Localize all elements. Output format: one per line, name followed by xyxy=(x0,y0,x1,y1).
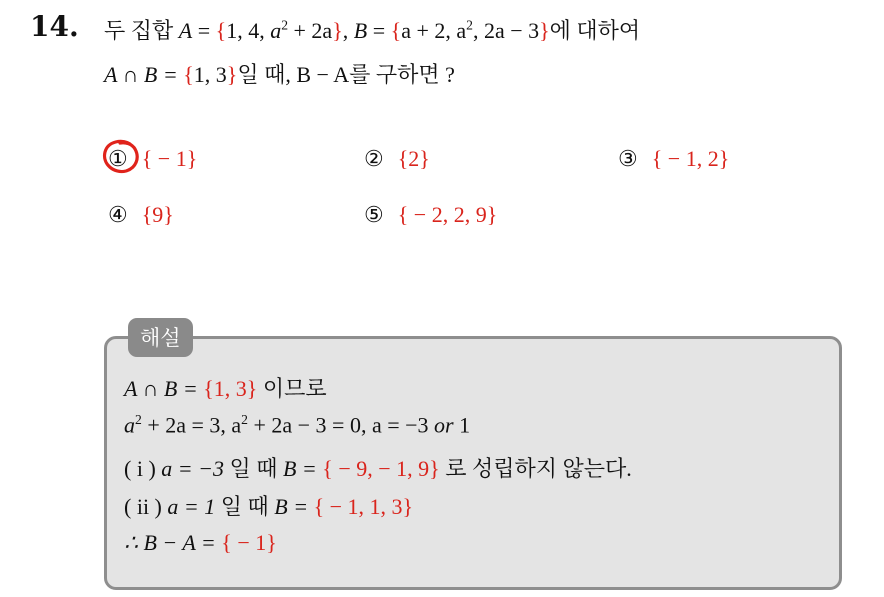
case-label: ( i ) xyxy=(124,456,162,481)
solution-line-2 xyxy=(124,412,470,438)
intersection-expr: A ∩ B = xyxy=(104,62,184,87)
equals: = xyxy=(192,18,216,43)
case-condition: a = −3 xyxy=(161,456,224,481)
solution-text: 로 성립하지 않는다. xyxy=(439,456,632,481)
set-b-name: B = xyxy=(282,456,323,481)
exponent: 2 xyxy=(466,17,473,33)
choice-1[interactable] xyxy=(108,146,197,172)
set-value: {1, 3} xyxy=(203,376,258,401)
choice-5[interactable] xyxy=(364,202,497,228)
exponent: 2 xyxy=(135,412,142,427)
equals: = xyxy=(367,18,391,43)
exponent: 2 xyxy=(241,412,248,427)
problem-statement xyxy=(0,0,884,110)
brace-open: { xyxy=(390,18,402,43)
var-a: a xyxy=(270,18,282,43)
choice-value: { − 1} xyxy=(141,146,198,171)
question-tail: 에 대하여 xyxy=(549,18,641,43)
equation-part: 1 xyxy=(453,412,471,438)
choice-number: ② xyxy=(364,146,384,171)
set-value: { − 1, 1, 3} xyxy=(313,494,414,519)
set-b-tail: , 2a − 3 xyxy=(472,18,540,43)
question-line-2 xyxy=(104,58,455,89)
choice-number: ④ xyxy=(108,202,128,227)
separator: , xyxy=(342,18,354,43)
solution-line-5 xyxy=(124,530,277,556)
solution-text: 일 때 xyxy=(223,456,283,481)
solution-line-1 xyxy=(124,372,327,403)
solution-tab: 해설 xyxy=(128,318,193,357)
question-line-1 xyxy=(104,14,640,45)
choice-4[interactable] xyxy=(108,202,174,228)
set-value: { − 9, − 1, 9} xyxy=(322,456,440,481)
solution-line-3 xyxy=(124,452,632,483)
equation-part: + 2a − 3 = 0, a = −3 xyxy=(247,412,435,438)
set-a-tail: + 2a xyxy=(288,18,333,43)
set-b-name: B xyxy=(353,18,368,43)
brace-close: } xyxy=(539,18,550,43)
question-ask: 일 때, B − A를 구하면 ? xyxy=(237,62,455,87)
intersection-expr: A ∩ B = xyxy=(124,376,204,401)
choice-number: ① xyxy=(108,146,128,171)
equation-part: + 2a = 3, a xyxy=(141,412,242,438)
case-condition: a = 1 xyxy=(167,494,216,519)
case-label: ( ii ) xyxy=(124,494,168,519)
question-number: 14. xyxy=(30,10,79,43)
solution-text: 일 때 xyxy=(215,494,275,519)
therefore-expr: ∴ B − A = xyxy=(124,530,222,555)
choice-value: { − 1, 2} xyxy=(651,146,730,171)
exponent: 2 xyxy=(281,17,289,33)
solution-line-4 xyxy=(124,490,413,521)
choice-value: {2} xyxy=(397,146,430,171)
choice-value: { − 2, 2, 9} xyxy=(397,202,498,227)
set-a-elements: 1, 4, xyxy=(226,18,271,43)
question-lead: 두 집합 xyxy=(104,18,179,43)
choice-number: ③ xyxy=(618,146,638,171)
choice-3[interactable] xyxy=(618,146,729,172)
brace-open: { xyxy=(215,18,227,43)
set-value: { − 1} xyxy=(221,530,277,555)
choice-2[interactable] xyxy=(364,146,430,172)
brace-close: } xyxy=(332,18,343,43)
or-word: or xyxy=(434,412,454,438)
brace-open: { xyxy=(183,62,194,87)
choice-number: ⑤ xyxy=(364,202,384,227)
choice-value: {9} xyxy=(141,202,174,227)
solution-text: 이므로 xyxy=(257,376,327,401)
set-b-name: B = xyxy=(274,494,314,519)
brace-close: } xyxy=(226,62,238,87)
set-b-elements: a + 2, a xyxy=(401,18,467,43)
var-a: a xyxy=(124,412,135,438)
intersection-elements: 1, 3 xyxy=(193,62,227,87)
set-a-name: A xyxy=(178,18,193,43)
